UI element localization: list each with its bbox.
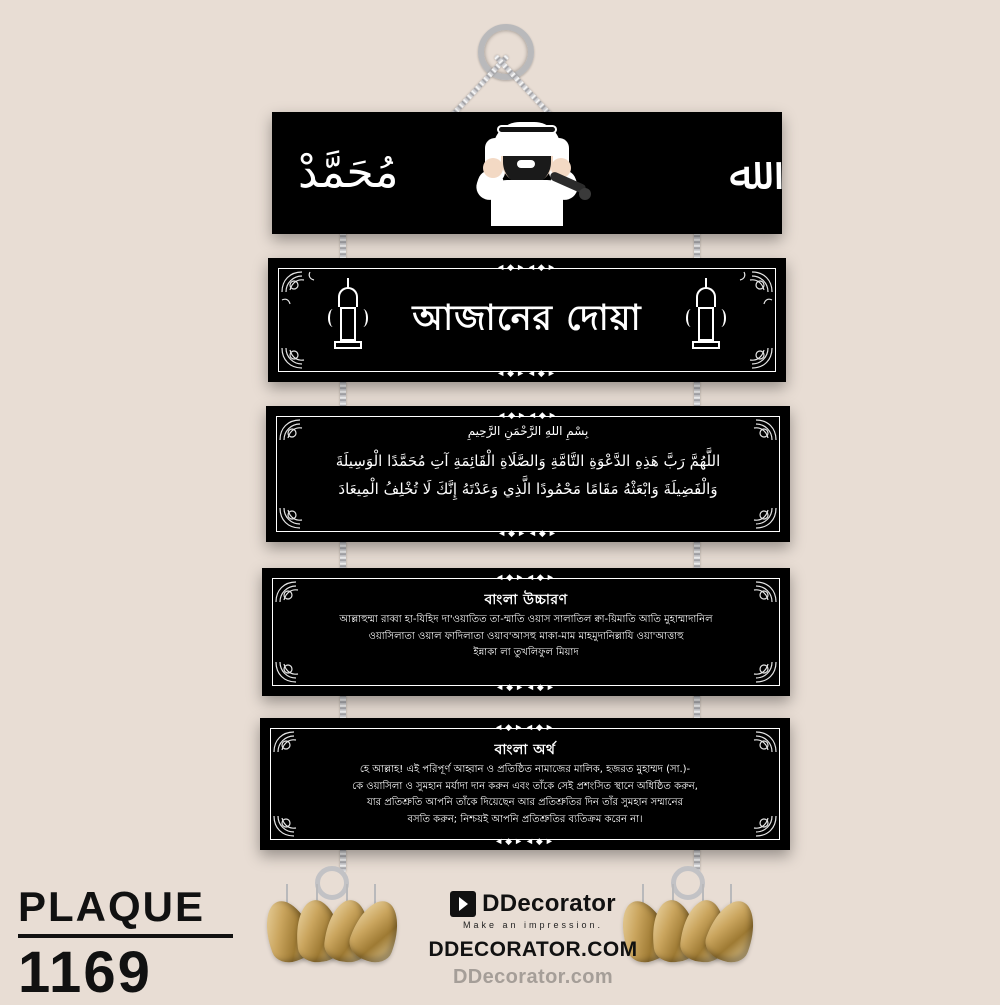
calligraphy-panel bbox=[272, 112, 782, 234]
arabic-dua-line: اللَّهُمَّ رَبَّ هَذِهِ الدَّعْوَةِ التَّامَّةِ وَالصَّلَاةِ الْقَائِمَةِ آتِ مُحَمَّدًا الْوَسِيلَةَ bbox=[335, 452, 721, 470]
product-type-text: PLAQUE bbox=[18, 883, 206, 930]
bismillah-text: بِسْمِ اللهِ الرَّحْمَنِ الرَّحِيمِ bbox=[467, 424, 589, 438]
muhammad-calligraphy: مُحَمَّدْ bbox=[298, 147, 399, 198]
meaning-line: বসতি করুন; নিশ্চয়ই আপনি প্রতিশ্রুতির ব্যতিক্রম করেন না। bbox=[407, 813, 643, 825]
azan-title-panel bbox=[268, 258, 786, 382]
meaning-heading: বাংলা অর্থ bbox=[494, 742, 556, 758]
transliteration-line: আল্লাহুম্মা রাব্বা হা-যিহিদ দা'ওয়াতিত তা-ম্মাতি ওয়াস সালাতিল ক্বা-য়িমাতি আতি মুহাম্মাদানিল bbox=[339, 614, 713, 625]
bangla-transliteration-panel bbox=[262, 568, 790, 696]
chain-segment bbox=[340, 538, 346, 572]
azan-dua-heading: আজানের দোয়া bbox=[412, 298, 642, 339]
chain-segment bbox=[694, 538, 700, 572]
bell-cluster-left bbox=[262, 866, 402, 986]
divider-bottom: ◄◆►◄◆► bbox=[494, 836, 556, 846]
bell-ring-icon bbox=[315, 866, 349, 900]
divider-bottom: ◄◆►◄◆► bbox=[495, 682, 557, 692]
product-code-label bbox=[18, 883, 233, 1005]
muezzin-illustration bbox=[467, 122, 587, 226]
label-divider bbox=[18, 934, 233, 938]
allah-calligraphy: ﷲ bbox=[729, 146, 756, 200]
transliteration-line: ইন্নাকা লা তুখলিফুল মিয়াদ bbox=[473, 647, 579, 658]
brand-website-text: DDECORATOR.COM bbox=[428, 938, 638, 961]
meaning-line: যার প্রতিশ্রুতি আপনি তাঁকে দিয়েছেন আর প্রতিশ্রুতির দিন তাঁর সুমহান সম্মানের bbox=[366, 797, 684, 808]
brand-watermark-text: DDecorator.com bbox=[452, 966, 614, 988]
brand-block bbox=[418, 890, 648, 989]
brand-name-text: DDecorator bbox=[482, 890, 616, 917]
transliteration-heading: বাংলা উচ্চারণ bbox=[484, 592, 568, 608]
divider-bottom: ◄◆►◄◆► bbox=[497, 528, 559, 538]
meaning-line: হে আল্লাহ! এই পরিপূর্ণ আহ্বান ও প্রতিষ্ঠিত নামাজের মালিক, হজরত মুহাম্মদ (সা.)- bbox=[359, 764, 691, 775]
play-triangle-icon bbox=[450, 891, 476, 917]
arabic-dua-line: وَالْفَضِيلَةَ وَابْعَثْهُ مَقَامًا مَحْمُودًا الَّذِي وَعَدْتَهُ إِنَّكَ لَا تُخْلِفُ الْمِيعَادَ bbox=[338, 479, 718, 498]
divider-top: ◄◆►◄◆► bbox=[494, 722, 556, 732]
divider-top: ◄◆►◄◆► bbox=[497, 410, 559, 420]
product-number-text: 1169 bbox=[18, 940, 152, 1005]
arabic-dua-panel bbox=[266, 406, 790, 542]
brand-tagline-text: Make an impression. bbox=[462, 920, 604, 930]
divider-bottom: ◄◆►◄◆► bbox=[496, 368, 558, 378]
transliteration-line: ওয়াসিলাতা ওয়াল ফাদিলাতা ওয়াব'আসহু মাকা-মাম মাহমুদানিল্লাযি ওয়া'আত্তাহু bbox=[368, 630, 684, 642]
bangla-meaning-panel bbox=[260, 718, 790, 850]
divider-top: ◄◆►◄◆► bbox=[495, 572, 557, 582]
bell-ring-icon bbox=[671, 866, 705, 900]
divider-top: ◄◆►◄◆► bbox=[496, 262, 558, 272]
meaning-line: কে ওয়াসিলা ও সুমহান মর্যাদা দান করুন এবং তাঁকে সেই প্রশংসিত স্থানে অধিষ্ঠিত করুন, bbox=[352, 780, 698, 792]
